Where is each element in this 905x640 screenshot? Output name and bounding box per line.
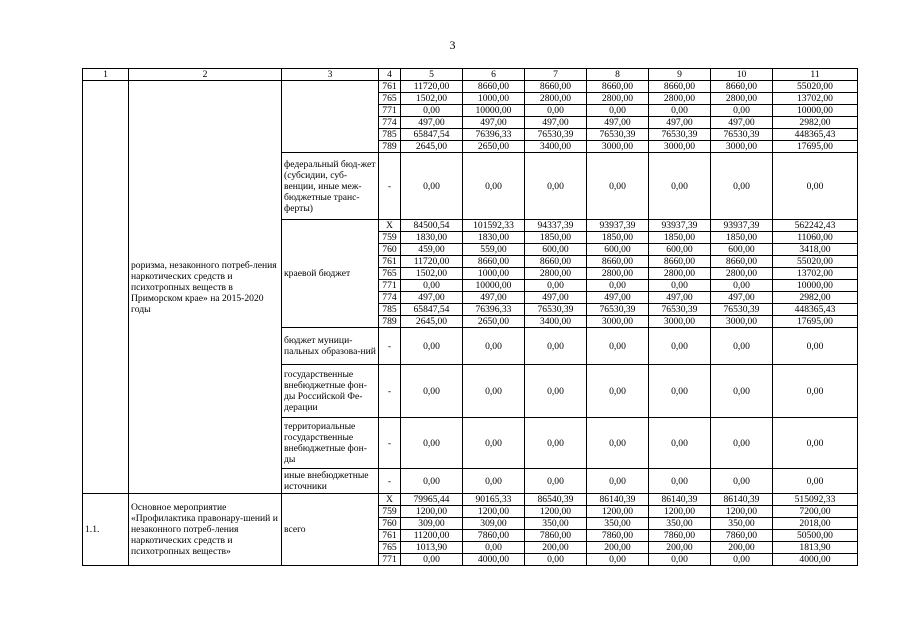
value-cell-col-7: 1850,00 bbox=[525, 232, 587, 244]
column-number-5: 5 bbox=[401, 69, 463, 81]
value-cell-col-11: 17695,00 bbox=[773, 316, 858, 328]
budget-code-cell: - bbox=[379, 469, 401, 494]
value-cell-col-9: 497,00 bbox=[649, 117, 711, 129]
value-cell-col-6: 10000,00 bbox=[463, 280, 525, 292]
value-cell-col-9: 497,00 bbox=[649, 292, 711, 304]
value-cell-col-6: 0,00 bbox=[463, 542, 525, 554]
value-cell-col-6: 0,00 bbox=[463, 418, 525, 469]
funding-source-label: иные внебюджетные источники bbox=[282, 469, 379, 494]
value-cell-col-7: 0,00 bbox=[525, 469, 587, 494]
value-cell-col-6: 497,00 bbox=[463, 292, 525, 304]
value-cell-col-8: 0,00 bbox=[587, 554, 649, 566]
value-cell-col-7: 350,00 bbox=[525, 518, 587, 530]
value-cell-col-10: 0,00 bbox=[711, 554, 773, 566]
budget-code-cell: 765 bbox=[379, 542, 401, 554]
activity-number-cell: 1.1. bbox=[83, 494, 129, 566]
value-cell-col-6: 76396,33 bbox=[463, 129, 525, 141]
value-cell-col-6: 1200,00 bbox=[463, 506, 525, 518]
column-number-6: 6 bbox=[463, 69, 525, 81]
budget-code-cell: 771 bbox=[379, 280, 401, 292]
value-cell-col-11: 1813,90 bbox=[773, 542, 858, 554]
value-cell-col-9: 0,00 bbox=[649, 328, 711, 365]
value-cell-col-5: 1830,00 bbox=[401, 232, 463, 244]
value-cell-col-10: 76530,39 bbox=[711, 129, 773, 141]
value-cell-col-9: 1200,00 bbox=[649, 506, 711, 518]
value-cell-col-7: 8660,00 bbox=[525, 256, 587, 268]
value-cell-col-5: 11720,00 bbox=[401, 81, 463, 93]
value-cell-col-5: 1502,00 bbox=[401, 268, 463, 280]
value-cell-col-11: 2018,00 bbox=[773, 518, 858, 530]
value-cell-col-5: 0,00 bbox=[401, 365, 463, 418]
value-cell-col-6: 1830,00 bbox=[463, 232, 525, 244]
column-number-4: 4 bbox=[379, 69, 401, 81]
value-cell-col-7: 497,00 bbox=[525, 292, 587, 304]
value-cell-col-7: 1200,00 bbox=[525, 506, 587, 518]
activity-name-cell: Основное мероприятие «Профилактика правонару-шений и незаконного потреб-ления наркотических средств и психотропных веществ» bbox=[129, 494, 282, 566]
value-cell-col-9: 2800,00 bbox=[649, 93, 711, 105]
budget-code-cell: 761 bbox=[379, 81, 401, 93]
table-row bbox=[83, 81, 858, 93]
value-cell-col-8: 497,00 bbox=[587, 117, 649, 129]
value-cell-col-5: 0,00 bbox=[401, 280, 463, 292]
value-cell-col-7: 0,00 bbox=[525, 105, 587, 117]
value-cell-col-10: 93937,39 bbox=[711, 220, 773, 232]
value-cell-col-11: 0,00 bbox=[773, 469, 858, 494]
value-cell-col-8: 0,00 bbox=[587, 153, 649, 220]
value-cell-col-11: 50500,00 bbox=[773, 530, 858, 542]
value-cell-col-9: 76530,39 bbox=[649, 129, 711, 141]
value-cell-col-11: 448365,43 bbox=[773, 304, 858, 316]
program-number-cell bbox=[83, 81, 129, 494]
value-cell-col-9: 0,00 bbox=[649, 280, 711, 292]
budget-code-cell: 759 bbox=[379, 506, 401, 518]
value-cell-col-10: 1200,00 bbox=[711, 506, 773, 518]
activity-source-label: всего bbox=[282, 494, 379, 566]
value-cell-col-7: 3400,00 bbox=[525, 141, 587, 153]
value-cell-col-9: 76530,39 bbox=[649, 304, 711, 316]
value-cell-col-7: 3400,00 bbox=[525, 316, 587, 328]
value-cell-col-8: 2800,00 bbox=[587, 93, 649, 105]
value-cell-col-7: 2800,00 bbox=[525, 93, 587, 105]
value-cell-col-8: 3000,00 bbox=[587, 141, 649, 153]
value-cell-col-6: 90165,33 bbox=[463, 494, 525, 506]
value-cell-col-8: 86140,39 bbox=[587, 494, 649, 506]
budget-code-cell: - bbox=[379, 365, 401, 418]
value-cell-col-11: 55020,00 bbox=[773, 81, 858, 93]
column-number-row bbox=[83, 69, 858, 81]
value-cell-col-9: 0,00 bbox=[649, 469, 711, 494]
value-cell-col-7: 600,00 bbox=[525, 244, 587, 256]
value-cell-col-8: 0,00 bbox=[587, 365, 649, 418]
value-cell-col-10: 0,00 bbox=[711, 469, 773, 494]
value-cell-col-10: 2800,00 bbox=[711, 268, 773, 280]
value-cell-col-8: 1850,00 bbox=[587, 232, 649, 244]
value-cell-col-11: 10000,00 bbox=[773, 105, 858, 117]
value-cell-col-6: 0,00 bbox=[463, 365, 525, 418]
value-cell-col-11: 0,00 bbox=[773, 328, 858, 365]
value-cell-col-10: 600,00 bbox=[711, 244, 773, 256]
budget-code-cell: 774 bbox=[379, 117, 401, 129]
budget-code-cell: 774 bbox=[379, 292, 401, 304]
value-cell-col-10: 1850,00 bbox=[711, 232, 773, 244]
value-cell-col-5: 1200,00 bbox=[401, 506, 463, 518]
value-cell-col-8: 0,00 bbox=[587, 105, 649, 117]
value-cell-col-9: 8660,00 bbox=[649, 81, 711, 93]
value-cell-col-7: 8660,00 bbox=[525, 81, 587, 93]
source-label-cell bbox=[282, 81, 379, 153]
value-cell-col-7: 94337,39 bbox=[525, 220, 587, 232]
value-cell-col-5: 497,00 bbox=[401, 117, 463, 129]
value-cell-col-7: 2800,00 bbox=[525, 268, 587, 280]
value-cell-col-7: 0,00 bbox=[525, 418, 587, 469]
budget-code-cell: 761 bbox=[379, 530, 401, 542]
value-cell-col-5: 309,00 bbox=[401, 518, 463, 530]
value-cell-col-8: 8660,00 bbox=[587, 81, 649, 93]
value-cell-col-11: 4000,00 bbox=[773, 554, 858, 566]
budget-code-cell: 765 bbox=[379, 93, 401, 105]
value-cell-col-10: 0,00 bbox=[711, 280, 773, 292]
column-number-1: 1 bbox=[83, 69, 129, 81]
value-cell-col-8: 8660,00 bbox=[587, 256, 649, 268]
value-cell-col-11: 2982,00 bbox=[773, 117, 858, 129]
value-cell-col-9: 350,00 bbox=[649, 518, 711, 530]
value-cell-col-8: 0,00 bbox=[587, 469, 649, 494]
value-cell-col-11: 0,00 bbox=[773, 153, 858, 220]
value-cell-col-10: 2800,00 bbox=[711, 93, 773, 105]
value-cell-col-10: 0,00 bbox=[711, 418, 773, 469]
budget-code-cell: 759 bbox=[379, 232, 401, 244]
value-cell-col-10: 76530,39 bbox=[711, 304, 773, 316]
value-cell-col-9: 3000,00 bbox=[649, 316, 711, 328]
budget-code-cell: 765 bbox=[379, 268, 401, 280]
value-cell-col-11: 2982,00 bbox=[773, 292, 858, 304]
budget-code-cell: 789 bbox=[379, 316, 401, 328]
value-cell-col-10: 0,00 bbox=[711, 328, 773, 365]
value-cell-col-5: 0,00 bbox=[401, 554, 463, 566]
value-cell-col-6: 1000,00 bbox=[463, 268, 525, 280]
value-cell-col-10: 200,00 bbox=[711, 542, 773, 554]
budget-code-cell: X bbox=[379, 494, 401, 506]
value-cell-col-11: 13702,00 bbox=[773, 93, 858, 105]
value-cell-col-5: 459,00 bbox=[401, 244, 463, 256]
value-cell-col-10: 497,00 bbox=[711, 117, 773, 129]
value-cell-col-9: 0,00 bbox=[649, 105, 711, 117]
value-cell-col-6: 309,00 bbox=[463, 518, 525, 530]
value-cell-col-5: 1502,00 bbox=[401, 93, 463, 105]
value-cell-col-5: 11720,00 bbox=[401, 256, 463, 268]
value-cell-col-8: 93937,39 bbox=[587, 220, 649, 232]
budget-code-cell: 771 bbox=[379, 554, 401, 566]
value-cell-col-9: 8660,00 bbox=[649, 256, 711, 268]
value-cell-col-9: 1850,00 bbox=[649, 232, 711, 244]
regional-budget-label: краевой бюджет bbox=[282, 220, 379, 328]
value-cell-col-7: 200,00 bbox=[525, 542, 587, 554]
budget-code-cell: 771 bbox=[379, 105, 401, 117]
budget-code-cell: 761 bbox=[379, 256, 401, 268]
value-cell-col-5: 11200,00 bbox=[401, 530, 463, 542]
value-cell-col-5: 497,00 bbox=[401, 292, 463, 304]
column-number-11: 11 bbox=[773, 69, 858, 81]
value-cell-col-9: 86140,39 bbox=[649, 494, 711, 506]
value-cell-col-7: 0,00 bbox=[525, 280, 587, 292]
funding-source-label: территориальные государственные внебюджетные фон-ды bbox=[282, 418, 379, 469]
value-cell-col-9: 0,00 bbox=[649, 554, 711, 566]
value-cell-col-7: 497,00 bbox=[525, 117, 587, 129]
value-cell-col-7: 0,00 bbox=[525, 365, 587, 418]
page-number: 3 bbox=[449, 38, 456, 52]
budget-code-cell: 789 bbox=[379, 141, 401, 153]
value-cell-col-6: 76396,33 bbox=[463, 304, 525, 316]
value-cell-col-11: 448365,43 bbox=[773, 129, 858, 141]
value-cell-col-8: 76530,39 bbox=[587, 129, 649, 141]
budget-code-cell: - bbox=[379, 153, 401, 220]
value-cell-col-9: 600,00 bbox=[649, 244, 711, 256]
value-cell-col-8: 600,00 bbox=[587, 244, 649, 256]
value-cell-col-5: 84500,54 bbox=[401, 220, 463, 232]
value-cell-col-6: 559,00 bbox=[463, 244, 525, 256]
value-cell-col-10: 0,00 bbox=[711, 105, 773, 117]
value-cell-col-7: 76530,39 bbox=[525, 304, 587, 316]
value-cell-col-6: 2650,00 bbox=[463, 141, 525, 153]
value-cell-col-11: 7200,00 bbox=[773, 506, 858, 518]
value-cell-col-9: 2800,00 bbox=[649, 268, 711, 280]
value-cell-col-11: 515092,33 bbox=[773, 494, 858, 506]
value-cell-col-6: 101592,33 bbox=[463, 220, 525, 232]
budget-code-cell: - bbox=[379, 328, 401, 365]
budget-code-cell: 760 bbox=[379, 518, 401, 530]
budget-code-cell: 760 bbox=[379, 244, 401, 256]
funding-source-label: бюджет муници-пальных образова-ний bbox=[282, 328, 379, 365]
value-cell-col-11: 562242,43 bbox=[773, 220, 858, 232]
value-cell-col-6: 8660,00 bbox=[463, 81, 525, 93]
column-number-10: 10 bbox=[711, 69, 773, 81]
value-cell-col-5: 2645,00 bbox=[401, 141, 463, 153]
value-cell-col-5: 2645,00 bbox=[401, 316, 463, 328]
value-cell-col-10: 3000,00 bbox=[711, 316, 773, 328]
value-cell-col-11: 0,00 bbox=[773, 418, 858, 469]
value-cell-col-6: 8660,00 bbox=[463, 256, 525, 268]
budget-table bbox=[82, 68, 858, 566]
value-cell-col-6: 10000,00 bbox=[463, 105, 525, 117]
value-cell-col-9: 0,00 bbox=[649, 365, 711, 418]
value-cell-col-6: 2650,00 bbox=[463, 316, 525, 328]
value-cell-col-5: 0,00 bbox=[401, 418, 463, 469]
value-cell-col-7: 0,00 bbox=[525, 554, 587, 566]
value-cell-col-9: 93937,39 bbox=[649, 220, 711, 232]
value-cell-col-11: 3418,00 bbox=[773, 244, 858, 256]
value-cell-col-10: 3000,00 bbox=[711, 141, 773, 153]
value-cell-col-6: 497,00 bbox=[463, 117, 525, 129]
value-cell-col-8: 1200,00 bbox=[587, 506, 649, 518]
value-cell-col-5: 0,00 bbox=[401, 328, 463, 365]
value-cell-col-8: 2800,00 bbox=[587, 268, 649, 280]
value-cell-col-8: 0,00 bbox=[587, 328, 649, 365]
value-cell-col-10: 8660,00 bbox=[711, 81, 773, 93]
budget-code-cell: 785 bbox=[379, 304, 401, 316]
value-cell-col-10: 8660,00 bbox=[711, 256, 773, 268]
value-cell-col-9: 7860,00 bbox=[649, 530, 711, 542]
value-cell-col-11: 17695,00 bbox=[773, 141, 858, 153]
value-cell-col-6: 4000,00 bbox=[463, 554, 525, 566]
column-number-9: 9 bbox=[649, 69, 711, 81]
value-cell-col-9: 0,00 bbox=[649, 418, 711, 469]
column-number-8: 8 bbox=[587, 69, 649, 81]
value-cell-col-11: 55020,00 bbox=[773, 256, 858, 268]
program-name-cell: роризма, незаконного потреб-ления наркотических средств и психотропных веществ в Приморском крае» на 2015-2020 годы bbox=[129, 81, 282, 494]
value-cell-col-5: 79965,44 bbox=[401, 494, 463, 506]
value-cell-col-8: 7860,00 bbox=[587, 530, 649, 542]
funding-source-label: государственные внебюджетные фон-ды Российской Фе-дерации bbox=[282, 365, 379, 418]
value-cell-col-5: 1013,90 bbox=[401, 542, 463, 554]
value-cell-col-8: 350,00 bbox=[587, 518, 649, 530]
budget-code-cell: - bbox=[379, 418, 401, 469]
value-cell-col-11: 13702,00 bbox=[773, 268, 858, 280]
value-cell-col-7: 0,00 bbox=[525, 153, 587, 220]
value-cell-col-11: 10000,00 bbox=[773, 280, 858, 292]
value-cell-col-8: 200,00 bbox=[587, 542, 649, 554]
column-number-3: 3 bbox=[282, 69, 379, 81]
value-cell-col-6: 0,00 bbox=[463, 328, 525, 365]
value-cell-col-6: 1000,00 bbox=[463, 93, 525, 105]
value-cell-col-11: 0,00 bbox=[773, 365, 858, 418]
budget-code-cell: X bbox=[379, 220, 401, 232]
value-cell-col-7: 0,00 bbox=[525, 328, 587, 365]
value-cell-col-7: 86540,39 bbox=[525, 494, 587, 506]
value-cell-col-8: 0,00 bbox=[587, 280, 649, 292]
value-cell-col-10: 7860,00 bbox=[711, 530, 773, 542]
value-cell-col-10: 0,00 bbox=[711, 153, 773, 220]
value-cell-col-11: 11060,00 bbox=[773, 232, 858, 244]
value-cell-col-6: 7860,00 bbox=[463, 530, 525, 542]
value-cell-col-10: 497,00 bbox=[711, 292, 773, 304]
budget-table-body bbox=[83, 69, 858, 566]
federal-budget-label: федеральный бюд-жет (субсидии, суб-венции, иные меж-бюджетные транс-ферты) bbox=[282, 153, 379, 220]
value-cell-col-8: 497,00 bbox=[587, 292, 649, 304]
value-cell-col-9: 3000,00 bbox=[649, 141, 711, 153]
value-cell-col-5: 65847,54 bbox=[401, 129, 463, 141]
value-cell-col-6: 0,00 bbox=[463, 469, 525, 494]
value-cell-col-10: 350,00 bbox=[711, 518, 773, 530]
column-number-7: 7 bbox=[525, 69, 587, 81]
value-cell-col-5: 0,00 bbox=[401, 105, 463, 117]
value-cell-col-5: 0,00 bbox=[401, 469, 463, 494]
value-cell-col-7: 7860,00 bbox=[525, 530, 587, 542]
value-cell-col-10: 86140,39 bbox=[711, 494, 773, 506]
value-cell-col-6: 0,00 bbox=[463, 153, 525, 220]
value-cell-col-10: 0,00 bbox=[711, 365, 773, 418]
value-cell-col-9: 200,00 bbox=[649, 542, 711, 554]
value-cell-col-5: 65847,54 bbox=[401, 304, 463, 316]
value-cell-col-8: 0,00 bbox=[587, 418, 649, 469]
column-number-2: 2 bbox=[129, 69, 282, 81]
budget-code-cell: 785 bbox=[379, 129, 401, 141]
value-cell-col-5: 0,00 bbox=[401, 153, 463, 220]
table-row bbox=[83, 494, 858, 506]
value-cell-col-7: 76530,39 bbox=[525, 129, 587, 141]
value-cell-col-8: 3000,00 bbox=[587, 316, 649, 328]
value-cell-col-8: 76530,39 bbox=[587, 304, 649, 316]
value-cell-col-9: 0,00 bbox=[649, 153, 711, 220]
